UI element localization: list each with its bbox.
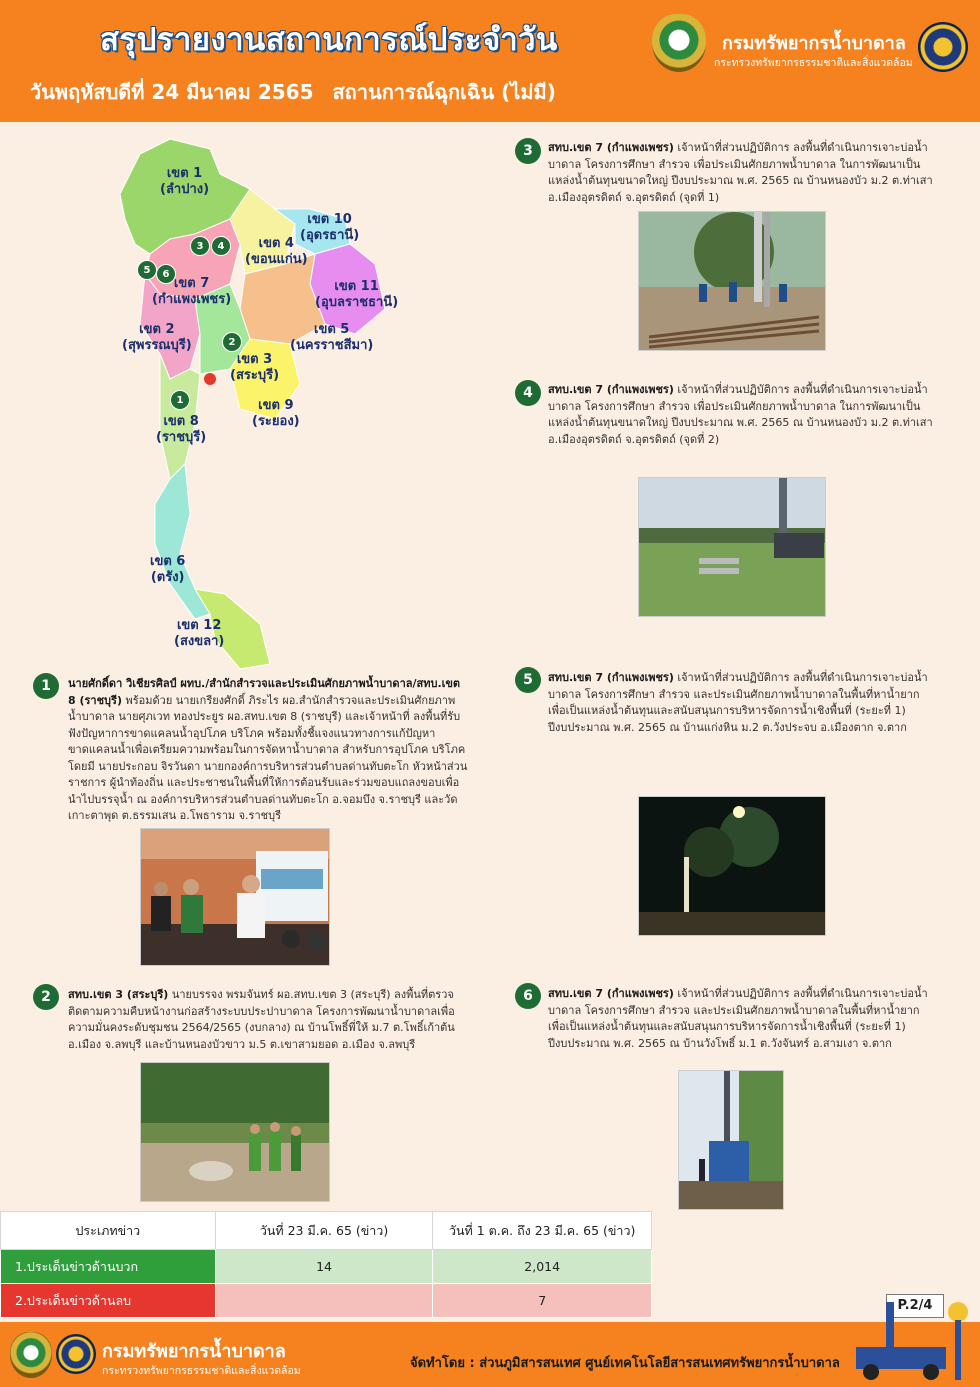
header-banner [0, 0, 980, 122]
zone-11-label: เขต 11 (อุบลราชธานี) [315, 279, 399, 310]
item-5-text: สทบ.เขต 7 (กำแพงเพชร) เจ้าหน้าที่ส่วนปฏิบัติการ ลงพื้นที่ดำเนินการเจาะบ่อน้ำบาดาล โครงการศึกษา สำรวจ และประเมินศักยภาพน้ำบาดาลในพื้นที่หาน้ำยาก เพื่อเป็นแหล่งน้ำต้นทุนและสนับสนุนการบริหารจัดการน้ำเชิงพื้นที่ (ระยะที่ 1) ปีงบประมาณ พ.ศ. 2565 ณ บ้านแก่งหิน ม.2 ต.วังประจบ อ.เมืองตาก จ.ตาก [548, 671, 928, 734]
news-stats-table [0, 1211, 652, 1318]
zone-6-label: เขต 6 (ตรัง) [150, 554, 186, 585]
footer-credit: จัดทำโดย : ส่วนภูมิสารสนเทศ ศูนย์เทคโนโลยีสารสนเทศทรัพยากรน้ำบาดาล [410, 1356, 840, 1371]
zone-10-label: เขต 10 (อุดรธานี) [300, 212, 360, 243]
item-5-photo [638, 796, 826, 936]
negative-news-total: 7 [433, 1284, 652, 1318]
item-4-number: 4 [515, 380, 541, 406]
item-6-number: 6 [515, 983, 541, 1009]
negative-news-day [215, 1284, 433, 1318]
site-inspection-photo-image [141, 1063, 330, 1202]
item-2-number: 2 [33, 984, 59, 1010]
map-pin-5: 5 [137, 260, 157, 280]
night-drilling-photo-image [639, 797, 826, 936]
department-seal-icon [10, 1332, 52, 1378]
table-row [1, 1250, 652, 1284]
ministry-seal-icon [918, 22, 968, 72]
org-ministry: กระทรวงทรัพยากรธรรมชาติและสิ่งแวดล้อม [714, 57, 913, 69]
header-subtitle [30, 76, 568, 108]
header-total-count: วันที่ 1 ต.ค. ถึง 23 มี.ค. 65 (ข่าว) [433, 1212, 652, 1250]
table-row [1, 1284, 652, 1318]
positive-news-total: 2,014 [433, 1250, 652, 1284]
header-news-type: ประเภทข่าว [1, 1212, 216, 1250]
item-1-photo [140, 828, 330, 966]
item-1-text: นายศักดิ์ดา วิเชียรศิลป์ ผทบ./สำนักสำรวจและประเมินศักยภาพน้ำบาดาล/สทบ.เขต 8 (ราชบุรี) พร้อมด้วย นายเกรียงศักดิ์ ภิระไร ผอ.สำนักสำรวจและประเมินศักยภาพน้ำบาดาล นายศุภเวท ทองประยูร ผอ.สทบ.เขต 8 (ราชบุรี) และเจ้าหน้าที่ ลงพื้นที่รับฟังปัญหาการขาดแคลนน้ำอุปโภค บริโภค พร้อมทั้งชี้แจงแนวทางการแก้ปัญหาขาดแคลนน้ำเพื่อเตรียมความพร้อมในการจัดหาน้ำบาดาล สำหรับการอุปโภค บริโภค โดยมี นายประกอบ จิรวันดา นายกองค์การบริหารส่วนตำบลด่านทับตะโก หัวหน้าส่วนราชการ ผู้นำท้องถิ่น และประชาชนในพื้นที่ให้การต้อนรับและร่วมขอบแถลงขอบเพื่อนำไปบรรจุน้ำ ณ องค์การบริหารส่วนตำบลด่านทับตะโก อ.จอมบึง จ.ราชบุรี และวัดเกาะตาพุด ต.ธรรมเสน อ.โพธาราม จ.ราชบุรี [68, 677, 468, 822]
negative-news-label: 2.ประเด็นข่าวด้านลบ [1, 1284, 216, 1318]
map-pin-4: 4 [211, 236, 231, 256]
thailand-zone-map [100, 134, 400, 674]
page-title: สรุปรายงานสถานการณ์ประจำวัน [100, 22, 558, 58]
meeting-photo-image [141, 829, 330, 966]
department-seal-icon [652, 14, 706, 72]
zone-3-label: เขต 3 (สระบุรี) [230, 352, 280, 383]
item-1-number: 1 [33, 673, 59, 699]
item-6-text: สทบ.เขต 7 (กำแพงเพชร) เจ้าหน้าที่ส่วนปฏิบัติการ ลงพื้นที่ดำเนินการเจาะบ่อน้ำบาดาล โครงการศึกษา สำรวจ และประเมินศักยภาพน้ำบาดาลในพื้นที่หาน้ำยาก เพื่อเป็นแหล่งน้ำต้นทุนและสนับสนุนการบริหารจัดการน้ำเชิงพื้นที่ (ระยะที่ 1) ปีงบประมาณ พ.ศ. 2565 ณ บ้านวังโพธิ์ ม.1 ต.วังจันทร์ อ.สามเงา จ.ตาก [548, 987, 928, 1050]
item-4-photo [638, 477, 826, 617]
map-pin-6: 6 [156, 264, 176, 284]
report-date: วันพฤหัสบดีที่ 24 มีนาคม 2565 [30, 80, 314, 104]
header-day-count: วันที่ 23 มี.ค. 65 (ข่าว) [215, 1212, 433, 1250]
item-4-text: สทบ.เขต 7 (กำแพงเพชร) เจ้าหน้าที่ส่วนปฏิบัติการ ลงพื้นที่ดำเนินการเจาะบ่อน้ำบาดาล โครงการศึกษา สำรวจ เพื่อประเมินศักยภาพน้ำบาดาล ในการพัฒนาเป็นแหล่งน้ำต้นทุนขนาดใหญ่ ปีงบประมาณ พ.ศ. 2565 ณ บ้านหนองบัว ม.2 ต.ท่าเสา อ.เมืองอุตรดิตถ์ จ.อุตรดิตถ์ (จุดที่ 2) [548, 383, 933, 446]
zone-5-label: เขต 5 (นครราชสีมา) [290, 322, 374, 353]
drilling-field-photo-image [639, 478, 826, 617]
item-5-number: 5 [515, 667, 541, 693]
footer-org-ministry: กระทรวงทรัพยากรธรรมชาติและสิ่งแวดล้อม [102, 1365, 301, 1377]
org-name: กรมทรัพยากรน้ำบาดาล [722, 33, 906, 54]
footer-org-name: กรมทรัพยากรน้ำบาดาล [102, 1341, 286, 1362]
map-pin-3: 3 [190, 236, 210, 256]
page-number: P.2/4 [886, 1294, 944, 1318]
rig-photo-image [679, 1071, 784, 1210]
emergency-status: สถานการณ์ฉุกเฉิน (ไม่มี) [332, 80, 556, 104]
positive-news-day: 14 [215, 1250, 433, 1284]
zone-8-label: เขต 8 (ราชบุรี) [156, 414, 207, 445]
drilling-site-photo-image [639, 212, 826, 351]
map-pin-1: 1 [170, 390, 190, 410]
item-3-photo [638, 211, 826, 351]
item-6-photo [678, 1070, 784, 1210]
zone-12-label: เขต 12 (สงขลา) [174, 618, 225, 649]
item-3-text: สทบ.เขต 7 (กำแพงเพชร) เจ้าหน้าที่ส่วนปฏิบัติการ ลงพื้นที่ดำเนินการเจาะบ่อน้ำบาดาล โครงการศึกษา สำรวจ เพื่อประเมินศักยภาพน้ำบาดาล ในการพัฒนาเป็นแหล่งน้ำต้นทุนขนาดใหญ่ ปีงบประมาณ พ.ศ. 2565 ณ บ้านหนองบัว ม.2 ต.ท่าเสา อ.เมืองอุตรดิตถ์ จ.อุตรดิตถ์ (จุดที่ 1) [548, 141, 933, 204]
item-2-text: สทบ.เขต 3 (สระบุรี) นายบรรจง พรมจันทร์ ผอ.สทบ.เขต 3 (สระบุรี) ลงพื้นที่ตรวจติดตามความคืบหน้างานก่อสร้างระบบประปาบาดาล โครงการพัฒนาน้ำบาดาลเพื่อความมั่นคงระดับชุมชน 2564/2565 (งบกลาง) ณ บ้านโพธิ์พี่ให้ ม.7 ต.โพธิ์เก้าต้น อ.เมือง จ.ลพบุรี และบ้านหนองบัวขาว ม.5 ต.เขาสามยอด อ.เมือง จ.ลพบุรี [68, 988, 455, 1051]
map-pin-2: 2 [222, 332, 242, 352]
zone-9-label: เขต 9 (ระยอง) [252, 398, 300, 429]
zone-4-label: เขต 4 (ขอนแก่น) [245, 236, 308, 267]
zone-7-label: เขต 7 (กำแพงเพชร) [152, 276, 232, 307]
footer-banner [0, 1322, 980, 1387]
zone-1-label: เขต 1 (ลำปาง) [160, 166, 210, 197]
zone-2-label: เขต 2 (สุพรรณบุรี) [122, 322, 192, 353]
item-2-photo [140, 1062, 330, 1202]
item-3-number: 3 [515, 138, 541, 164]
ministry-seal-icon [56, 1334, 96, 1374]
positive-news-label: 1.ประเด็นข่าวด้านบวก [1, 1250, 216, 1284]
drilling-truck-icon [846, 1292, 976, 1384]
